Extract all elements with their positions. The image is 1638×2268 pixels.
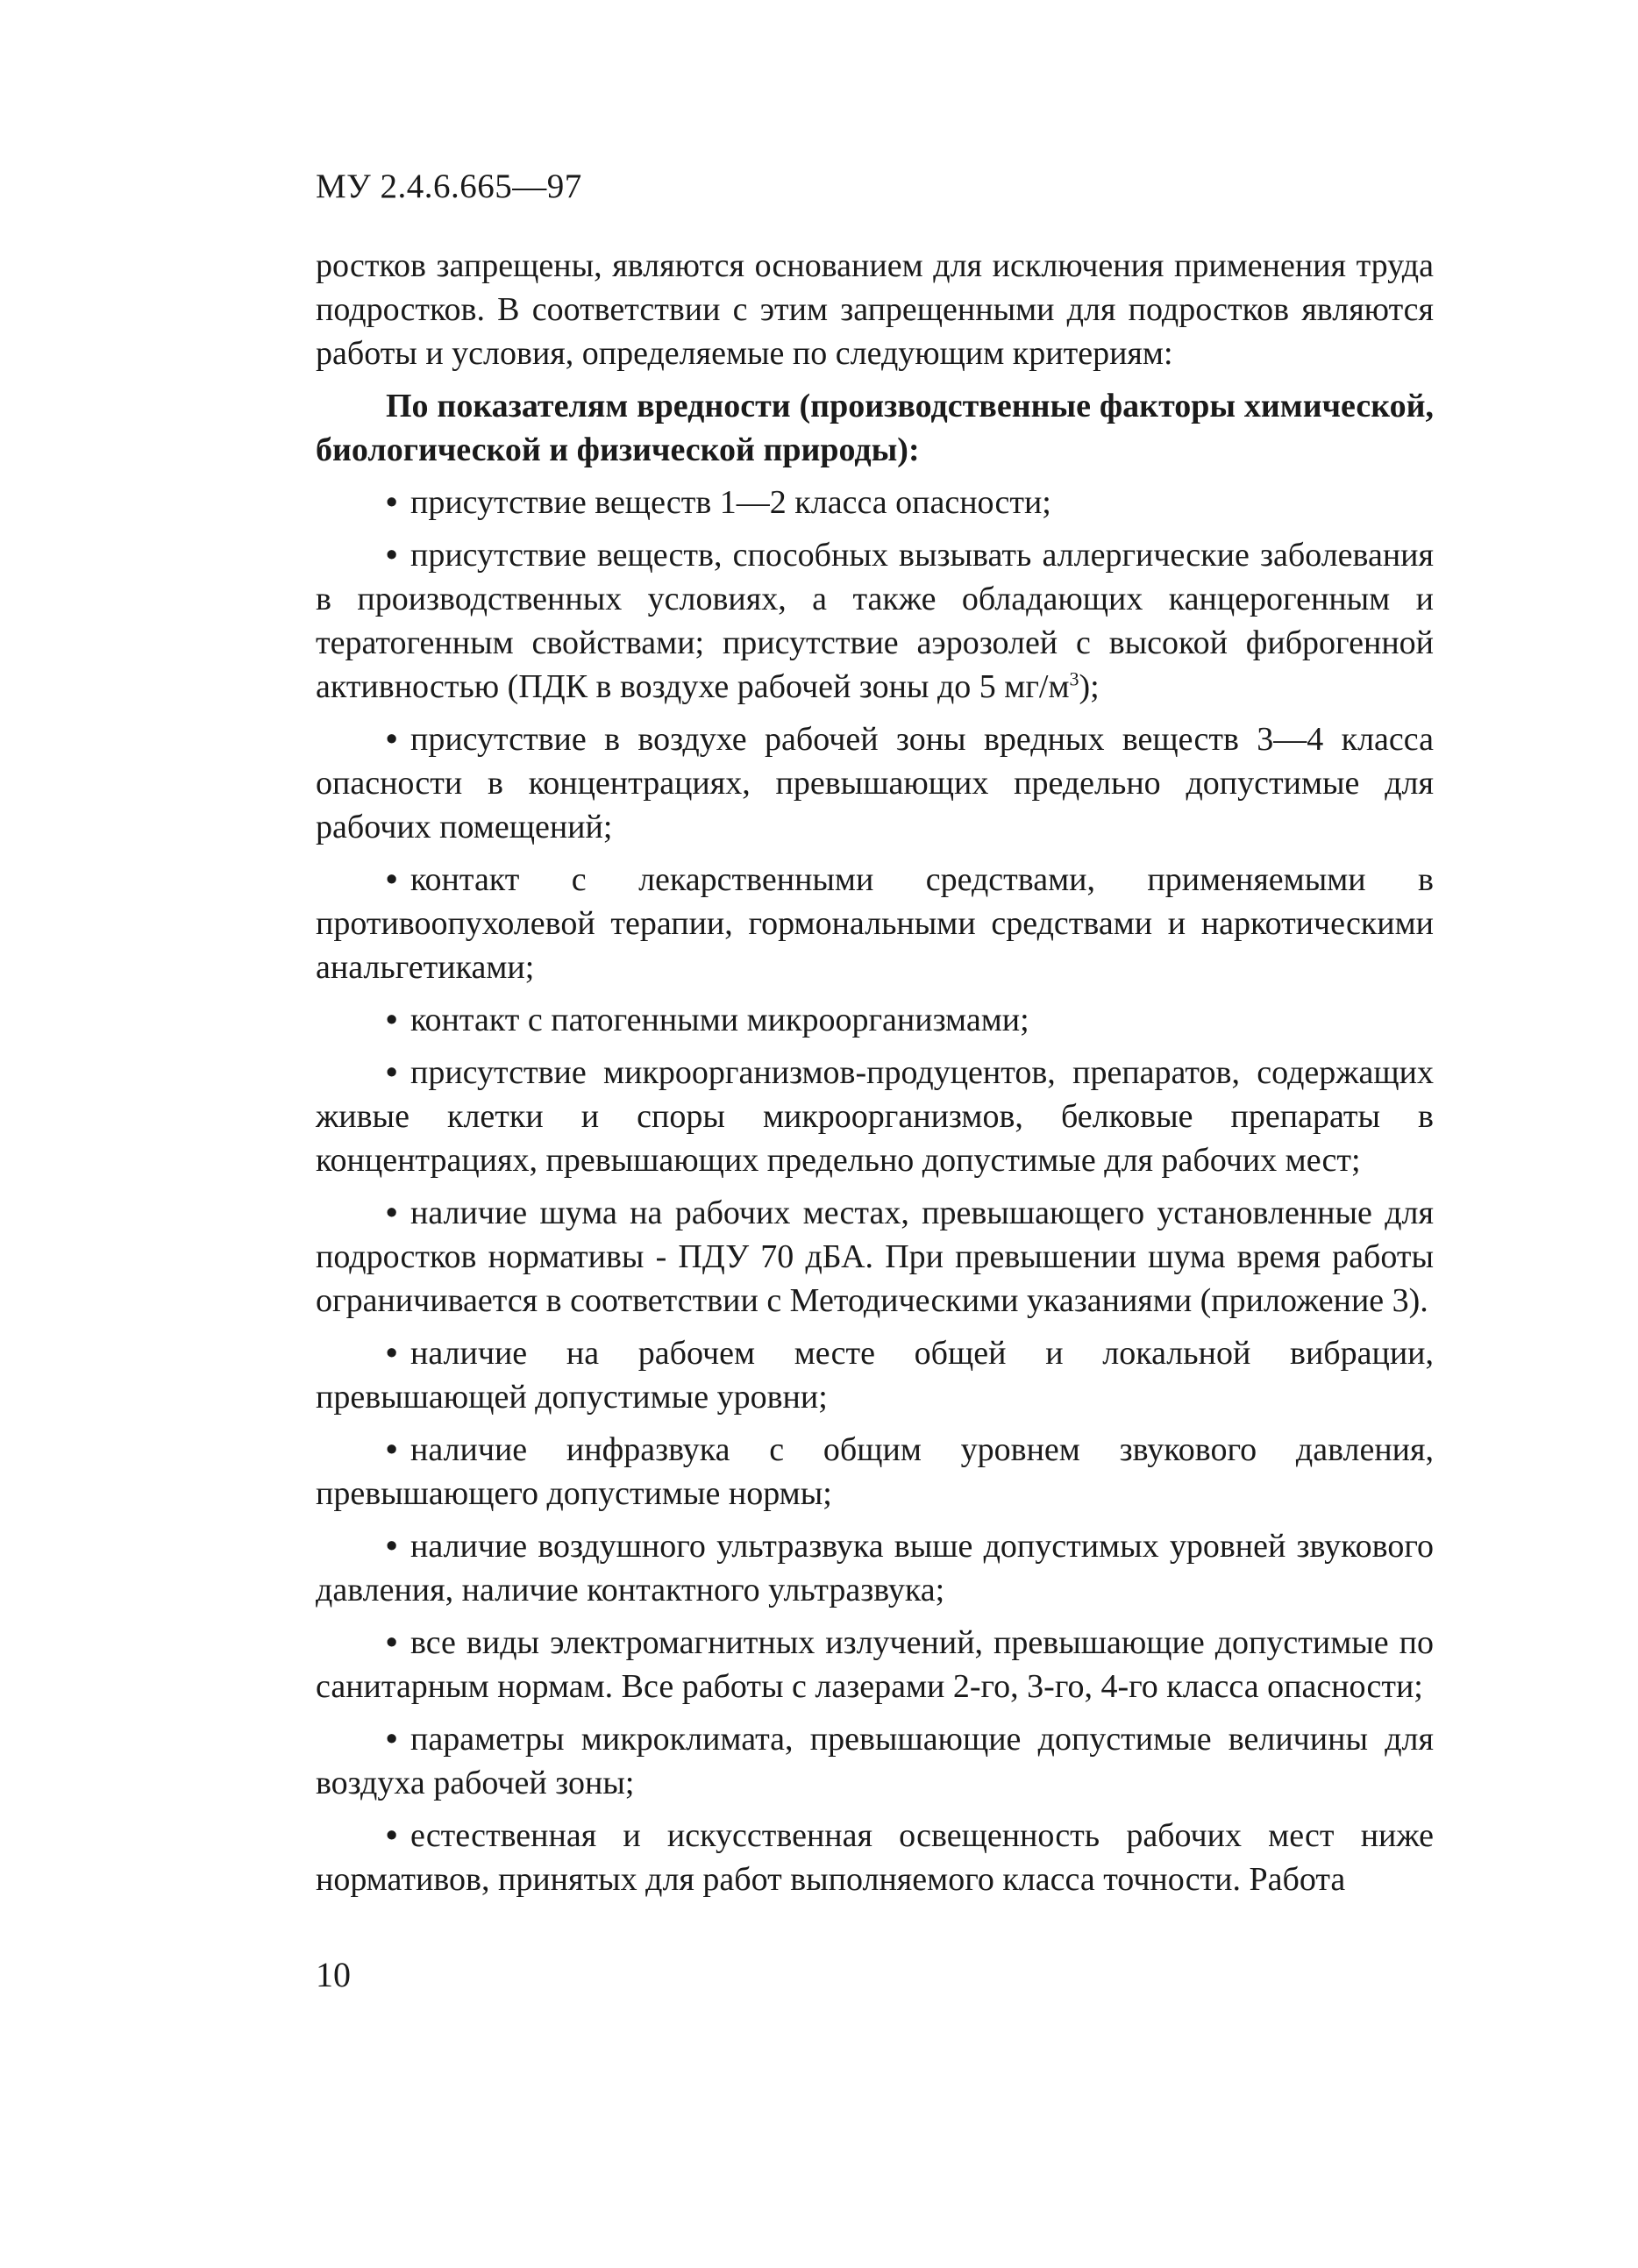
bullet-icon: •: [386, 484, 398, 521]
bullet-item: [316, 858, 1434, 989]
bullet-icon: •: [386, 1528, 398, 1565]
bullet-text: присутствие в воздухе рабочей зоны вредных веществ 3—4 класса опасности в концентрациях, превышающих предельно допустимые для рабочих помещений;: [316, 721, 1434, 845]
bullet-icon: •: [386, 861, 398, 898]
bullet-text: параметры микроклимата, превышающие допустимые величины для воздуха рабочей зоны;: [316, 1721, 1434, 1801]
bullet-item: [316, 1814, 1434, 1901]
document-header: МУ 2.4.6.665—97: [316, 168, 582, 205]
bullet-icon: •: [386, 721, 398, 758]
superscript: 3: [1069, 667, 1079, 690]
section-heading: По показателям вредности (производственные факторы химической, биологической и физической природы):: [316, 388, 1434, 468]
bullet-text: наличие шума на рабочих местах, превышающего установленные для подростков нормативы - ПДУ 70 дБА. При превышении шума время работы ограничивается в соответствии с Методическими указаниями (приложение 3).: [316, 1195, 1434, 1319]
document-body: [316, 244, 1434, 1910]
bullet-item: [316, 1191, 1434, 1323]
bullet-icon: •: [386, 1002, 398, 1038]
bullet-icon: •: [386, 1054, 398, 1091]
bullet-item: [316, 1621, 1434, 1708]
intro-paragraph: ростков запрещены, являются основанием для исключения применения труда подростков. В соответствии с этим запрещенными для подростков являются работы и условия, определяемые по следующим критериям:: [316, 247, 1434, 372]
bullet-item: [316, 1051, 1434, 1182]
bullet-text-tail: );: [1079, 668, 1100, 705]
bullet-text: наличие воздушного ультразвука выше допустимых уровней звукового давления, наличие контактного ультразвука;: [316, 1528, 1434, 1608]
bullet-icon: •: [386, 537, 398, 574]
bullet-text: присутствие веществ, способных вызывать аллергические заболевания в производственных условиях, а также обладающих канцерогенным и тератогенным свойствами; присутствие аэрозолей с высокой фиброгенной активностью (ПДК в воздухе рабочей зоны до 5 мг/м: [316, 537, 1434, 705]
bullet-icon: •: [386, 1195, 398, 1231]
bullet-text: наличие инфразвука с общим уровнем звукового давления, превышающего допустимые нормы;: [316, 1431, 1434, 1512]
bullet-icon: •: [386, 1431, 398, 1468]
bullet-text: контакт с лекарственными средствами, применяемыми в противоопухолевой терапии, гормональными средствами и наркотическими анальгетиками;: [316, 861, 1434, 986]
bullet-text: присутствие микроорганизмов-продуцентов, препаратов, содержащих живые клетки и споры микроорганизмов, белковые препараты в концентрациях, превышающих предельно допустимые для рабочих мест;: [316, 1054, 1434, 1179]
bullet-item: [316, 1524, 1434, 1612]
bullet-text: наличие на рабочем месте общей и локальной вибрации, превышающей допустимые уровни;: [316, 1335, 1434, 1416]
bullet-text: контакт с патогенными микроорганизмами;: [410, 1002, 1029, 1038]
bullet-icon: •: [386, 1624, 398, 1661]
bullet-item: [316, 1331, 1434, 1419]
bullet-item: [316, 1717, 1434, 1805]
bullet-text: естественная и искусственная освещенность рабочих мест ниже нормативов, принятых для работ выполняемого класса точности. Работа: [316, 1817, 1434, 1898]
bullet-icon: •: [386, 1817, 398, 1854]
bullet-text: все виды электромагнитных излучений, превышающие допустимые по санитарным нормам. Все работы с лазерами 2-го, 3-го, 4-го класса опасности;: [316, 1624, 1434, 1705]
page-number: 10: [316, 1955, 351, 1994]
bullet-item: [316, 481, 1434, 524]
bullet-item: [316, 717, 1434, 849]
bullet-item: [316, 533, 1434, 709]
bullet-icon: •: [386, 1335, 398, 1372]
bullet-item: [316, 1428, 1434, 1516]
bullet-icon: •: [386, 1721, 398, 1758]
bullet-text: присутствие веществ 1—2 класса опасности;: [410, 484, 1051, 521]
bullet-item: [316, 998, 1434, 1042]
